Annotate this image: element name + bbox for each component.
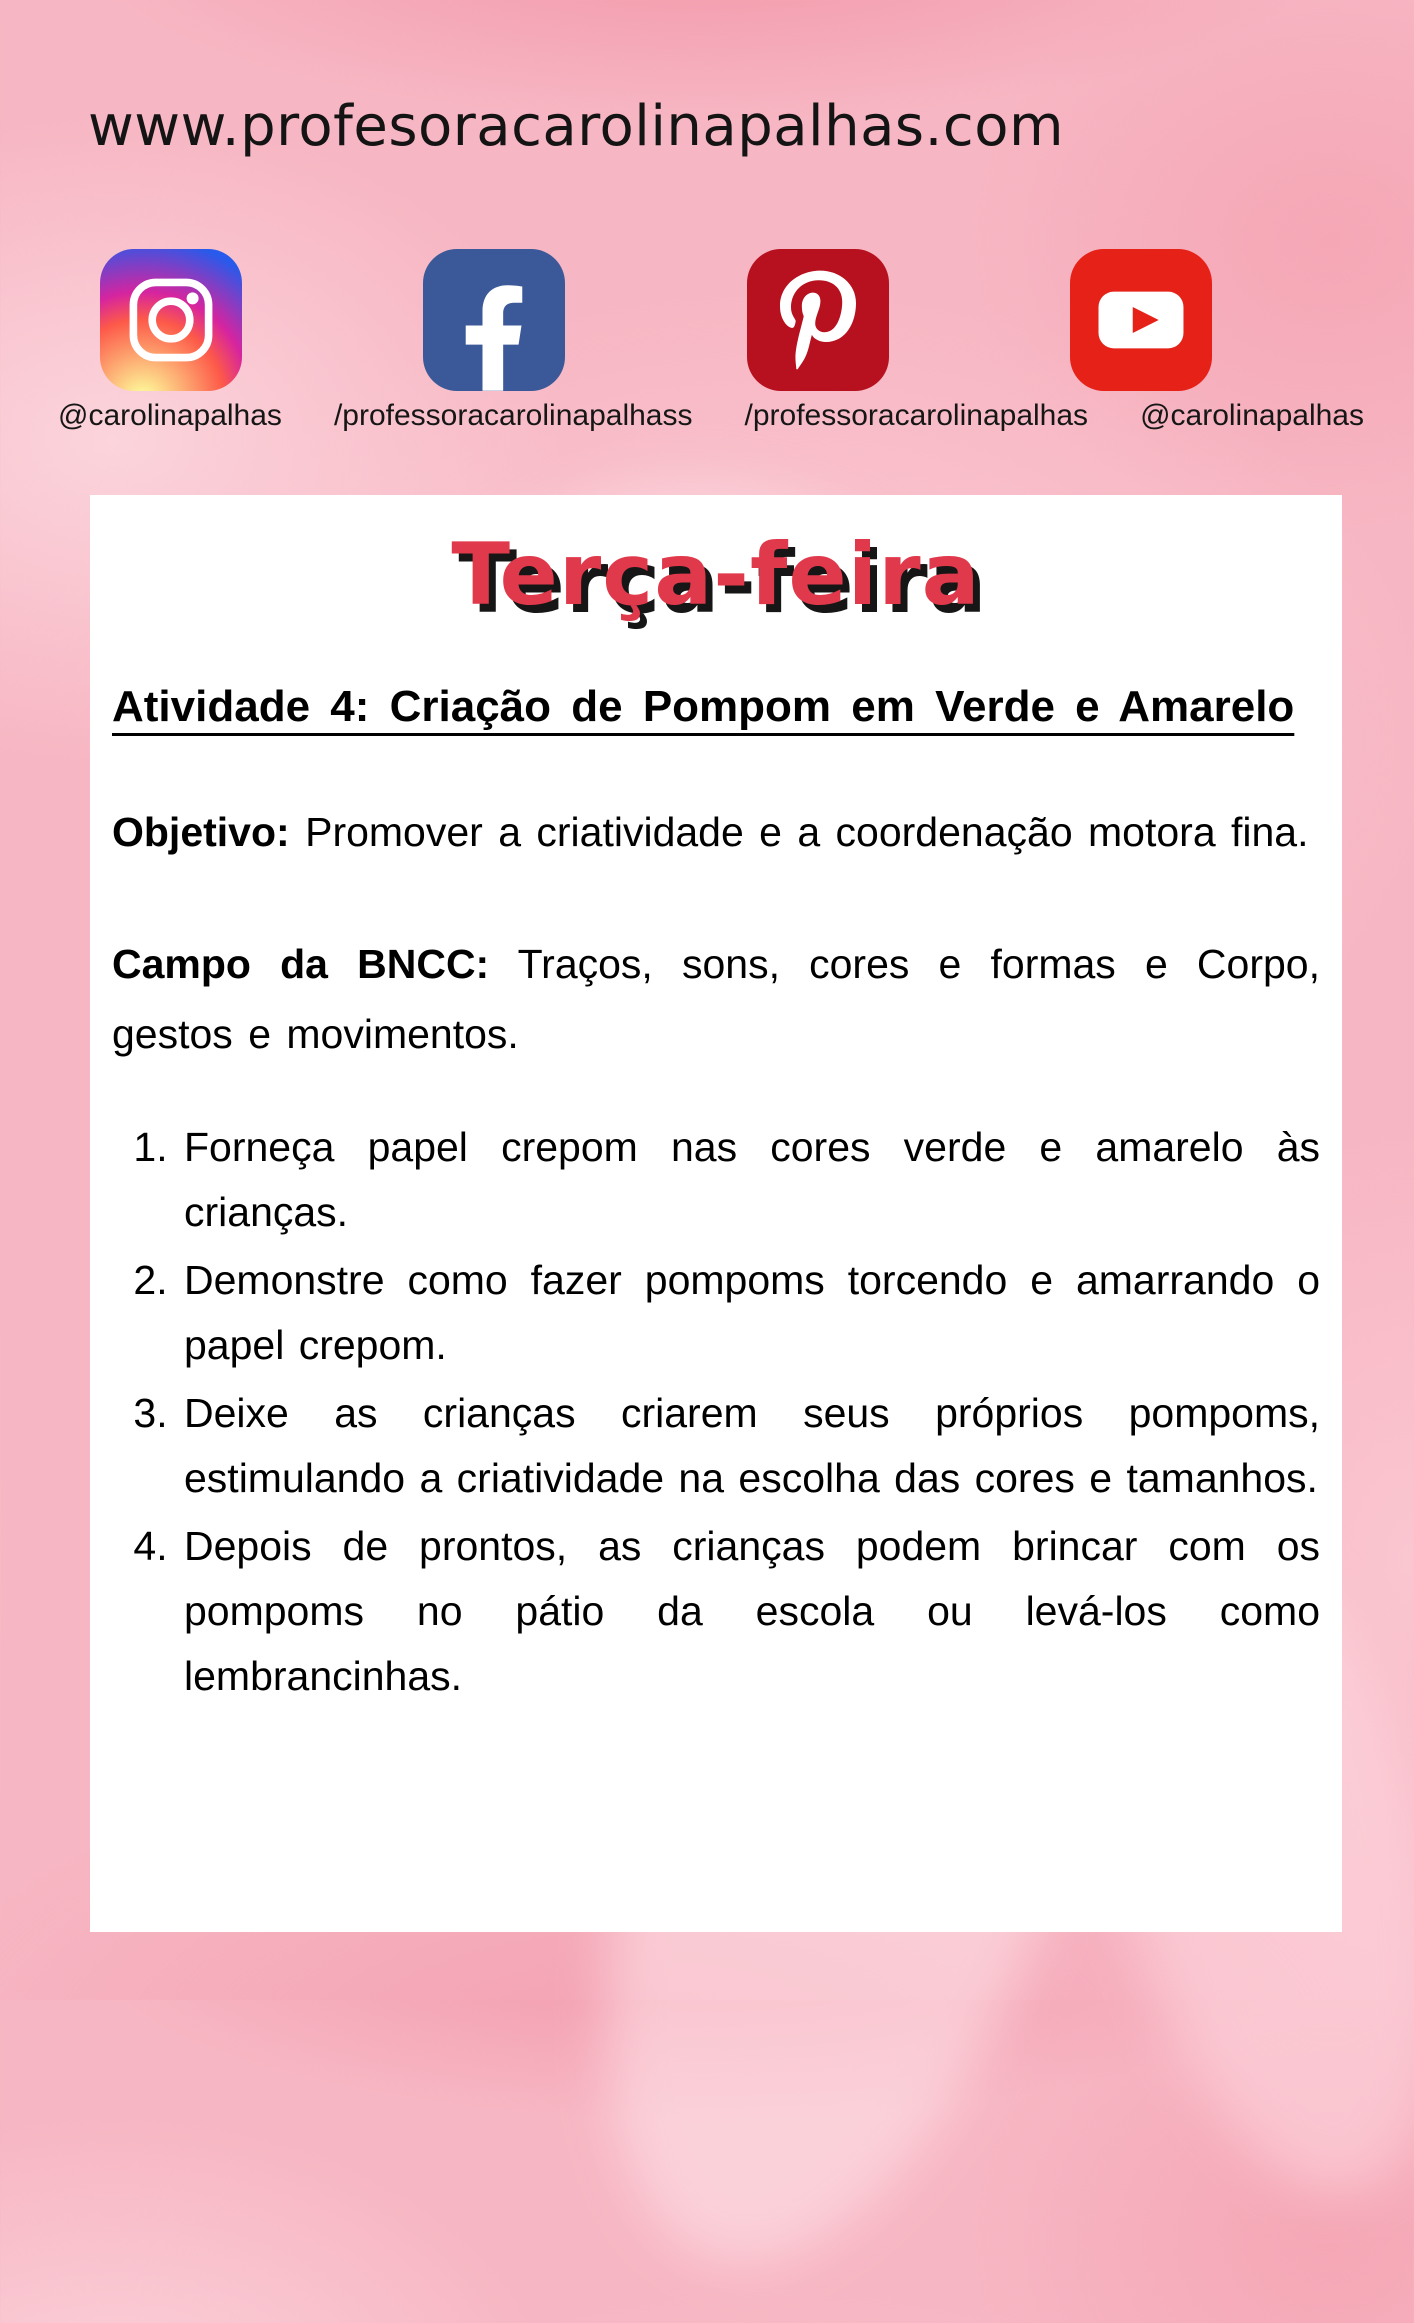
facebook-f-glyph (461, 285, 527, 391)
website-url[interactable]: www.profesoracarolinapalhas.com (88, 94, 1065, 159)
objective-text: Promover a criatividade e a coordenação motora fina. (305, 809, 1309, 855)
bncc-paragraph (112, 929, 1320, 1069)
facebook-handle[interactable]: /professoracarolinapalhass (333, 399, 693, 432)
activity-heading: Atividade 4: Criação de Pompom em Verde e Amarelo (112, 682, 1295, 731)
social-handles-row (58, 399, 1364, 433)
bncc-text: Traços, sons, cores e formas e Corpo, gestos e movimentos. (112, 941, 1320, 1057)
steps-list (112, 1115, 1320, 1709)
step-item: 2. Demonstre como fazer pompoms torcendo e amarrando o papel crepom. (182, 1248, 1320, 1378)
facebook-icon[interactable] (423, 249, 565, 391)
social-icons-row (100, 249, 1212, 391)
instagram-camera-glyph (123, 272, 219, 368)
pinterest-handle[interactable]: /professoracarolinapalhas (744, 399, 1089, 432)
objective-paragraph (112, 797, 1320, 867)
activity-card (90, 495, 1342, 1932)
youtube-icon[interactable] (1070, 249, 1212, 391)
day-title: Terça-feira (451, 525, 981, 625)
instagram-icon[interactable] (100, 249, 242, 391)
step-item: 3. Deixe as crianças criarem seus próprios pompoms, estimulando a criatividade na escolha das cores e tamanhos. (182, 1381, 1320, 1511)
pinterest-icon[interactable] (747, 249, 889, 391)
instagram-handle[interactable]: @carolinapalhas (58, 399, 282, 432)
youtube-handle[interactable]: @carolinapalhas (1140, 399, 1364, 432)
pinterest-p-glyph (780, 269, 856, 371)
objective-label: Objetivo: (112, 809, 290, 855)
youtube-play-glyph (1082, 261, 1200, 379)
bncc-label: Campo da BNCC: (112, 941, 490, 987)
step-item: 1. Forneça papel crepom nas cores verde e amarelo às crianças. (182, 1115, 1320, 1245)
step-item: 4. Depois de prontos, as crianças podem brincar com os pompoms no pátio da escola ou levá-los como lembrancinhas. (182, 1514, 1320, 1709)
